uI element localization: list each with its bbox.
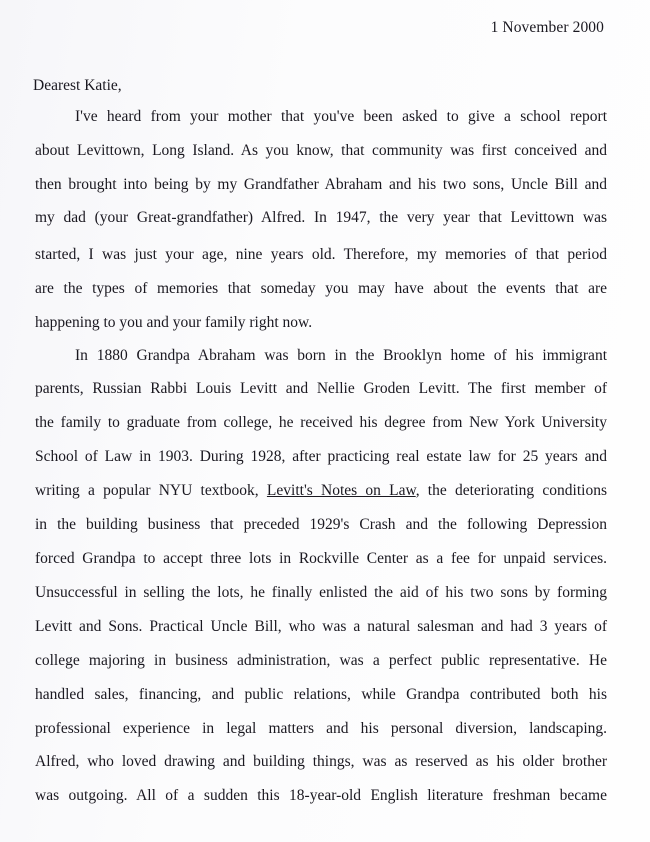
- line-text: writing a popular NYU textbook,: [35, 482, 267, 499]
- salutation: Dearest Katie,: [33, 77, 122, 94]
- body-line: are the types of memories that someday you may have about the events that are: [35, 280, 607, 297]
- body-line: then brought into being by my Grandfather Abraham and his two sons, Uncle Bill and: [35, 176, 607, 193]
- book-title: Levitt's Notes on Law: [266, 482, 416, 499]
- body-line: was outgoing. All of a sudden this 18-year-old English literature freshman became: [35, 787, 607, 804]
- body-line: about Levittown, Long Island. As you know, that community was first conceived and: [35, 142, 607, 159]
- body-line: started, I was just your age, nine years old. Therefore, my memories of that period: [35, 246, 607, 263]
- letter-date: 1 November 2000: [490, 19, 604, 36]
- body-line: [35, 481, 607, 501]
- body-line: School of Law in 1903. During 1928, after practicing real estate law for 25 years and: [35, 448, 607, 465]
- body-line: forced Grandpa to accept three lots in Rockville Center as a fee for unpaid services.: [35, 550, 607, 567]
- body-line: parents, Russian Rabbi Louis Levitt and Nellie Groden Levitt. The first member of: [35, 380, 607, 397]
- body-line: In 1880 Grandpa Abraham was born in the Brooklyn home of his immigrant: [75, 347, 607, 364]
- line-text: , the deteriorating conditions: [415, 482, 607, 499]
- body-line: I've heard from your mother that you've been asked to give a school report: [75, 108, 607, 125]
- body-line: college majoring in business administration, was a perfect public representative. He: [35, 652, 607, 669]
- body-line: Levitt and Sons. Practical Uncle Bill, who was a natural salesman and had 3 years of: [35, 618, 607, 635]
- body-line: the family to graduate from college, he received his degree from New York University: [35, 414, 607, 431]
- body-line: handled sales, financing, and public relations, while Grandpa contributed both his: [35, 686, 607, 703]
- body-line: Unsuccessful in selling the lots, he finally enlisted the aid of his two sons by forming: [35, 584, 607, 601]
- body-line: professional experience in legal matters and his personal diversion, landscaping.: [35, 720, 607, 737]
- body-line: Alfred, who loved drawing and building things, was as reserved as his older brother: [35, 753, 607, 770]
- body-line: happening to you and your family right now.: [35, 314, 313, 331]
- body-line: in the building business that preceded 1929's Crash and the following Depression: [35, 516, 607, 533]
- body-line: my dad (your Great-grandfather) Alfred. In 1947, the very year that Levittown was: [35, 209, 607, 226]
